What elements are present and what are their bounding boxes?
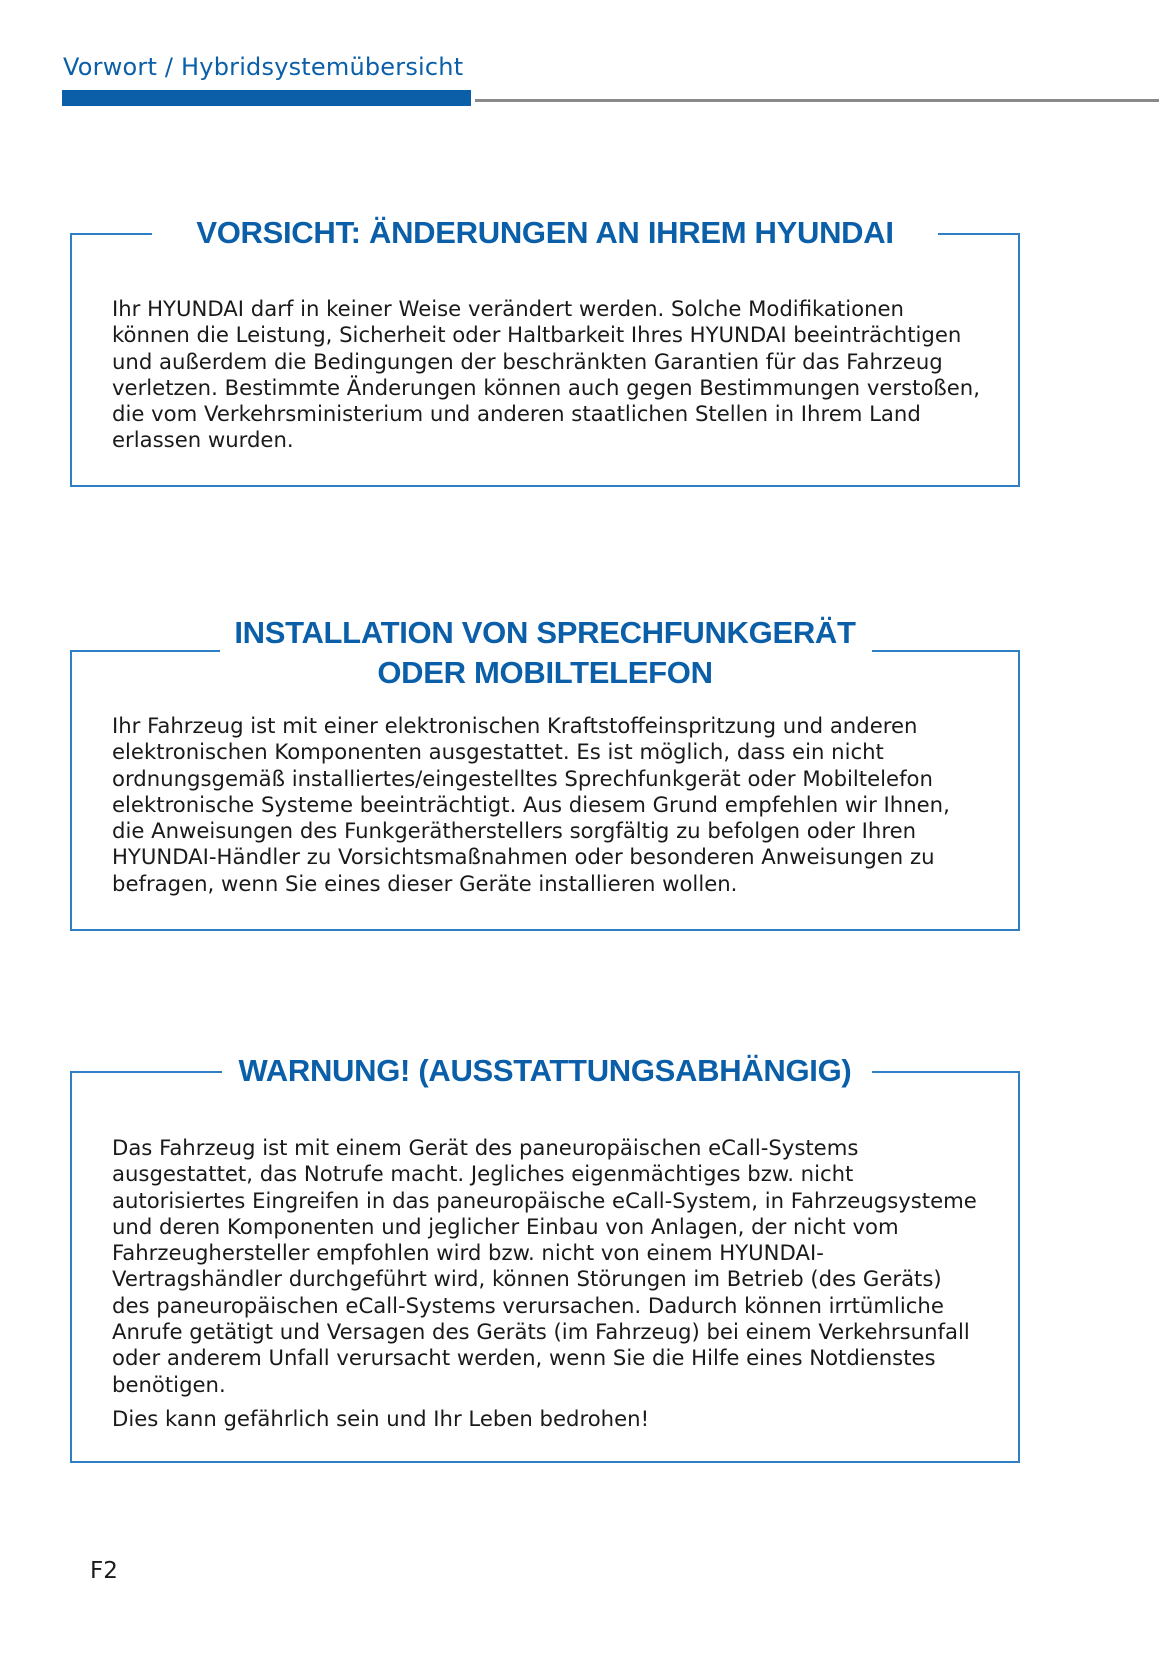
- box-paragraph: Ihr HYUNDAI darf in keiner Weise verändert werden. Solche Modifikationen können die Leistung, Sicherheit oder Haltbarkeit Ihres HYUNDAI beeinträchtigen und außerdem die Bedingungen der beschränkten Garantien für das Fahrzeug verletzen. Bestimmte Änderungen können auch gegen Bestimmungen verstoßen, die vom Verkehrsministerium und anderen staatlichen Stellen in Ihrem Land erlassen wurden.: [112, 296, 980, 453]
- page-number: F2: [90, 1558, 118, 1584]
- box-paragraph: Das Fahrzeug ist mit einem Gerät des paneuropäischen eCall-Systems ausgestattet, das Notrufe macht. Jegliches eigenmächtiges bzw. nicht autorisiertes Eingreifen in das paneuropäische eCall-System, in Fahrzeugsysteme und deren Komponenten und jeglicher Einbau von Anlagen, der nicht vom Fahrzeughersteller empfohlen wird bzw. nicht von einem HYUNDAI-Vertragshändler durchgeführt wird, können Störungen im Betrieb (des Geräts) des paneuropäischen eCall-Systems verursachen. Dadurch können irrtümliche Anrufe getätigt und Versagen des Geräts (im Fahrzeug) bei einem Verkehrsunfall oder anderem Unfall verursacht werden, wenn Sie die Hilfe eines Notdienstes benötigen.: [112, 1135, 977, 1397]
- header-rule: [475, 99, 1159, 102]
- box-body: [112, 1135, 980, 1432]
- header-accent-bar: [62, 90, 471, 106]
- warning-box-ecall: [70, 1053, 1020, 1463]
- caution-box-modifications: [70, 215, 1020, 487]
- box-body: [112, 296, 980, 454]
- box-paragraph: Ihr Fahrzeug ist mit einer elektronischen Kraftstoffeinspritzung und anderen elektronischen Komponenten ausgestattet. Es ist möglich, dass ein nicht ordnungsgemäß installiertes/eingestelltes Sprechfunkgerät oder Mobiltelefon elektronische Systeme beeinträchtigt. Aus diesem Grund empfehlen wir Ihnen, die Anweisungen des Funkgerätherstellers sorgfältig zu befolgen oder Ihren HYUNDAI-Händler zu Vorsichtsmaßnahmen oder besonderen Anweisungen zu befragen, wenn Sie eines dieser Geräte installieren wollen.: [112, 713, 950, 896]
- section-title: Vorwort / Hybridsystemübersicht: [63, 53, 464, 81]
- box-title: VORSICHT: ÄNDERUNGEN AN IHREM HYUNDAI: [196, 215, 894, 250]
- box-title-line-1: INSTALLATION VON SPRECHFUNKGERÄT: [234, 615, 856, 650]
- box-title: WARNUNG! (AUSSTATTUNGSABHÄNGIG): [238, 1053, 852, 1088]
- box-body: [112, 713, 980, 897]
- box-paragraph: Dies kann gefährlich sein und Ihr Leben bedrohen!: [112, 1405, 650, 1431]
- box-title-line-2: ODER MOBILTELEFON: [377, 655, 713, 690]
- caution-box-radio-installation: [70, 615, 1020, 931]
